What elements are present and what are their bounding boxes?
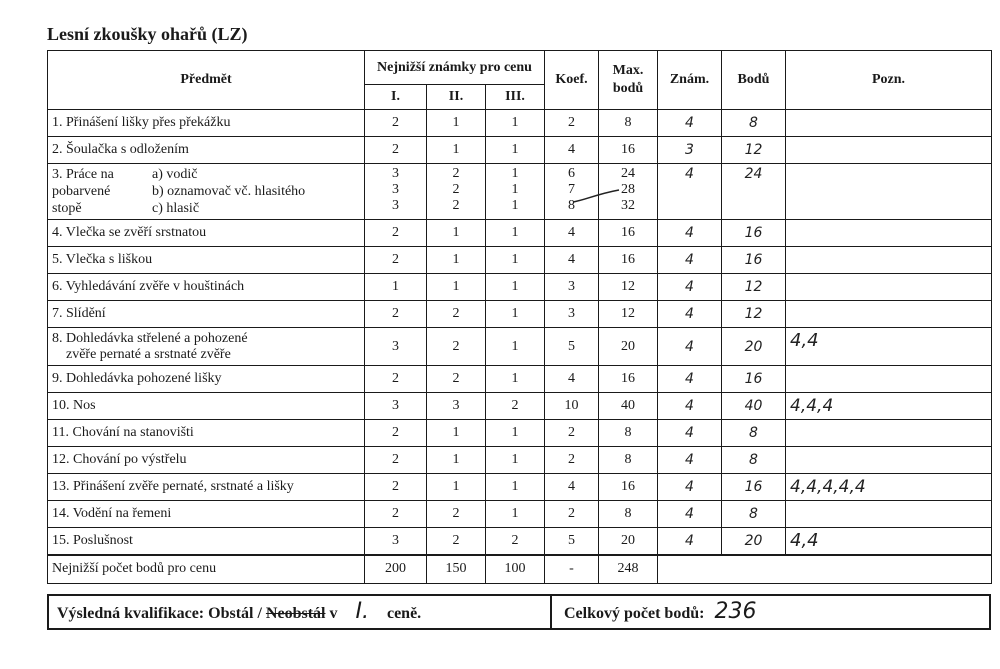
row-coef: 2 — [545, 420, 599, 447]
row-points-handwritten: 8 — [722, 420, 786, 447]
total-field — [552, 596, 1000, 628]
total-label: Celkový počet bodů: — [564, 605, 705, 622]
row-grade-I: 2 — [365, 301, 427, 328]
row-points-handwritten: 40 — [722, 393, 786, 420]
subject-line: zvěře pernaté a srstnaté zvěře — [66, 346, 231, 362]
row-max: 16 — [599, 247, 658, 274]
value-line: 1 — [511, 166, 519, 181]
header-row-1 — [48, 51, 992, 85]
row-grade-handwritten: 4 — [658, 247, 722, 274]
row-max: 16 — [599, 366, 658, 393]
row-grade-I: 2 — [365, 137, 427, 164]
row-grade-III: 2 — [486, 393, 545, 420]
tracking-subtype: a) vodič — [152, 167, 198, 182]
row-note — [786, 110, 992, 137]
row-grade-II: 1 — [427, 220, 486, 247]
row-grade-II: 1 — [427, 110, 486, 137]
row-note — [786, 164, 992, 220]
table-row — [48, 447, 992, 474]
row-grade-I: 2 — [365, 220, 427, 247]
row-subject: 5. Vlečka s liškou — [48, 247, 365, 274]
row-grade-I: 2 — [365, 110, 427, 137]
passed-option: Obstál / — [208, 605, 262, 622]
row-coef: 10 — [545, 393, 599, 420]
strike-mark — [571, 186, 621, 206]
row-note: 4,4,4,4,4 — [786, 474, 992, 501]
row-max: 12 — [599, 301, 658, 328]
row-subject: 12. Chování po výstřelu — [48, 447, 365, 474]
row-grade-I: 3 — [365, 528, 427, 555]
summary-coef: - — [545, 555, 599, 584]
row-max: 20 — [599, 528, 658, 555]
row-coef: 4 — [545, 366, 599, 393]
row-grade-II: 1 — [427, 274, 486, 301]
row-grade-III: 1 — [486, 110, 545, 137]
row-points-handwritten: 12 — [722, 274, 786, 301]
header-grade-III: III. — [486, 85, 545, 110]
row-grade-handwritten: 4 — [658, 474, 722, 501]
row-max: 16 — [599, 137, 658, 164]
value-line: 2 — [452, 182, 460, 197]
row-subject — [48, 328, 365, 366]
row-grade-III: 1 — [486, 274, 545, 301]
row-points-handwritten: 16 — [722, 247, 786, 274]
value-line: 3 — [392, 198, 399, 213]
total-handwritten: 236 — [714, 599, 757, 624]
row-subject: 6. Vyhledávání zvěře v houštinách — [48, 274, 365, 301]
row-subject: 15. Poslušnost — [48, 528, 365, 555]
table-row — [48, 247, 992, 274]
row-note — [786, 247, 992, 274]
table-row — [48, 220, 992, 247]
row-grade-III: 1 — [486, 474, 545, 501]
row-note — [786, 501, 992, 528]
row-points-handwritten: 20 — [722, 528, 786, 555]
value-line: 3 — [392, 166, 399, 181]
row-points-handwritten: 16 — [722, 220, 786, 247]
tracking-label-line: stopě — [52, 201, 82, 216]
row-grade-II: 1 — [427, 447, 486, 474]
row-note: 4,4,4 — [786, 393, 992, 420]
row-coef: 3 — [545, 274, 599, 301]
value-line: 6 — [568, 166, 575, 181]
row-coef: 4 — [545, 137, 599, 164]
value-line: 3 — [392, 182, 399, 197]
row-grade-III: 1 — [486, 420, 545, 447]
row-subject: 9. Dohledávka pohozené lišky — [48, 366, 365, 393]
row-coef: 4 — [545, 474, 599, 501]
row-subject: 13. Přinášení zvěře pernaté, srstnaté a lišky — [48, 474, 365, 501]
row-coef: 3 — [545, 301, 599, 328]
row-points-handwritten: 24 — [722, 164, 786, 220]
tracking-label-line: 3. Práce na — [52, 167, 114, 182]
row-note — [786, 447, 992, 474]
summary-label: Nejnižší počet bodů pro cenu — [48, 555, 365, 584]
in-label: v — [329, 605, 338, 622]
row-grade-I: 1 — [365, 274, 427, 301]
row-coef: 2 — [545, 110, 599, 137]
value-line: 1 — [511, 182, 519, 197]
row-grade-I: 3 — [365, 393, 427, 420]
row-max: 20 — [599, 328, 658, 366]
row-points-handwritten: 16 — [722, 474, 786, 501]
header-points: Bodů — [722, 51, 786, 110]
value-line: 8 — [568, 198, 575, 213]
row-coef: 2 — [545, 501, 599, 528]
row-note — [786, 137, 992, 164]
row-grade-III: 1 — [486, 366, 545, 393]
value-line: 2 — [452, 166, 460, 181]
footer — [47, 594, 991, 630]
row-grade-II: 1 — [427, 420, 486, 447]
row-grade-I — [365, 164, 427, 220]
tracking-label-line: pobarvené — [52, 184, 111, 199]
header-note: Pozn. — [786, 51, 992, 110]
row-points-handwritten: 16 — [722, 366, 786, 393]
exam-table — [47, 50, 992, 584]
row-note — [786, 420, 992, 447]
value-line: 1 — [511, 198, 519, 213]
row-grade-II — [427, 164, 486, 220]
row-grade-II: 2 — [427, 366, 486, 393]
header-grade-II: II. — [427, 85, 486, 110]
value-line: 32 — [621, 198, 635, 213]
row-max: 40 — [599, 393, 658, 420]
row-points-handwritten: 20 — [722, 328, 786, 366]
header-coef: Koef. — [545, 51, 599, 110]
row-grade-handwritten: 4 — [658, 447, 722, 474]
row-note — [786, 274, 992, 301]
summary-empty — [658, 555, 992, 584]
row-grade-handwritten: 4 — [658, 110, 722, 137]
prize-handwritten: I. — [355, 599, 369, 624]
qualification-label: Výsledná kvalifikace: — [57, 605, 205, 622]
row-grade-III — [486, 164, 545, 220]
summary-III: 100 — [486, 555, 545, 584]
table-row — [48, 420, 992, 447]
header-lowest-grades: Nejnižší známky pro cenu — [365, 51, 545, 85]
row-max: 12 — [599, 274, 658, 301]
row-points-handwritten: 8 — [722, 447, 786, 474]
row-grade-II: 1 — [427, 247, 486, 274]
row-note: 4,4 — [786, 328, 992, 366]
row-grade-handwritten: 4 — [658, 220, 722, 247]
row-grade-I: 3 — [365, 328, 427, 366]
failed-option: Neobstál — [265, 605, 326, 622]
row-max: 8 — [599, 420, 658, 447]
row-grade-II: 2 — [427, 301, 486, 328]
row-grade-I: 2 — [365, 447, 427, 474]
row-subject-tracking — [48, 164, 365, 220]
value-line: 28 — [621, 182, 635, 197]
table-row — [48, 110, 992, 137]
qualification-field — [49, 596, 552, 628]
row-points-handwritten: 12 — [722, 137, 786, 164]
row-note — [786, 301, 992, 328]
row-grade-III: 1 — [486, 301, 545, 328]
table-row — [48, 501, 992, 528]
row-note: 4,4 — [786, 528, 992, 555]
row-note — [786, 366, 992, 393]
row-grade-II: 1 — [427, 137, 486, 164]
row-grade-I: 2 — [365, 474, 427, 501]
row-grade-handwritten: 4 — [658, 164, 722, 220]
row-max: 8 — [599, 501, 658, 528]
row-coef: 5 — [545, 528, 599, 555]
summary-I: 200 — [365, 555, 427, 584]
row-grade-handwritten: 4 — [658, 328, 722, 366]
row-grade-handwritten: 4 — [658, 301, 722, 328]
row-max: 16 — [599, 220, 658, 247]
form-title: Lesní zkoušky ohařů (LZ) — [47, 24, 248, 44]
row-coef: 4 — [545, 247, 599, 274]
tracking-subtype: c) hlasič — [152, 201, 200, 216]
table-row — [48, 474, 992, 501]
row-grade-II: 2 — [427, 328, 486, 366]
row-grade-handwritten: 3 — [658, 137, 722, 164]
row-points-handwritten: 8 — [722, 110, 786, 137]
row-grade-II: 1 — [427, 474, 486, 501]
row-subject: 1. Přinášení lišky přes překážku — [48, 110, 365, 137]
row-note — [786, 220, 992, 247]
row-coef: 2 — [545, 447, 599, 474]
table-row — [48, 528, 992, 555]
summary-max: 248 — [599, 555, 658, 584]
row-subject: 2. Šoulačka s odložením — [48, 137, 365, 164]
row-coef: 5 — [545, 328, 599, 366]
table-row — [48, 274, 992, 301]
row-grade-III: 2 — [486, 528, 545, 555]
table-row — [48, 301, 992, 328]
prize-suffix: ceně. — [386, 605, 422, 622]
value-line: 24 — [621, 166, 635, 181]
row-grade-handwritten: 4 — [658, 366, 722, 393]
row-subject: 4. Vlečka se zvěří srstnatou — [48, 220, 365, 247]
row-subject: 7. Slídění — [48, 301, 365, 328]
row-subject: 14. Vodění na řemeni — [48, 501, 365, 528]
row-grade-III: 1 — [486, 247, 545, 274]
row-grade-II: 2 — [427, 501, 486, 528]
summary-row — [48, 555, 992, 584]
subject-line: 8. Dohledávka střelené a pohozené — [52, 330, 248, 346]
row-max: 16 — [599, 474, 658, 501]
row-coef: 4 — [545, 220, 599, 247]
row-grade-I: 2 — [365, 247, 427, 274]
row-grade-I: 2 — [365, 501, 427, 528]
table-row — [48, 137, 992, 164]
summary-II: 150 — [427, 555, 486, 584]
header-subject: Předmět — [48, 51, 365, 110]
value-line: 2 — [452, 198, 460, 213]
row-grade-handwritten: 4 — [658, 501, 722, 528]
row-grade-I: 2 — [365, 366, 427, 393]
row-points-handwritten: 12 — [722, 301, 786, 328]
header-max-points: Max. bodů — [599, 51, 658, 110]
row-grade-II: 2 — [427, 528, 486, 555]
tracking-subtype: b) oznamovač vč. hlasitého — [152, 184, 306, 199]
row-max — [599, 164, 658, 220]
table-row — [48, 366, 992, 393]
value-line: 7 — [568, 182, 575, 197]
row-grade-III: 1 — [486, 501, 545, 528]
row-grade-III: 1 — [486, 328, 545, 366]
row-grade-handwritten: 4 — [658, 420, 722, 447]
row-grade-III: 1 — [486, 447, 545, 474]
row-grade-handwritten: 4 — [658, 393, 722, 420]
row-subject: 11. Chování na stanovišti — [48, 420, 365, 447]
table-row — [48, 393, 992, 420]
row-points-handwritten: 8 — [722, 501, 786, 528]
header-grade: Znám. — [658, 51, 722, 110]
row-max: 8 — [599, 447, 658, 474]
row-max: 8 — [599, 110, 658, 137]
row-grade-handwritten: 4 — [658, 528, 722, 555]
row-grade-III: 1 — [486, 220, 545, 247]
row-subject: 10. Nos — [48, 393, 365, 420]
row-grade-III: 1 — [486, 137, 545, 164]
row-grade-II: 3 — [427, 393, 486, 420]
table-row-tracking — [48, 164, 992, 220]
row-grade-I: 2 — [365, 420, 427, 447]
row-grade-handwritten: 4 — [658, 274, 722, 301]
header-grade-I: I. — [365, 85, 427, 110]
table-row-retrieval — [48, 328, 992, 366]
